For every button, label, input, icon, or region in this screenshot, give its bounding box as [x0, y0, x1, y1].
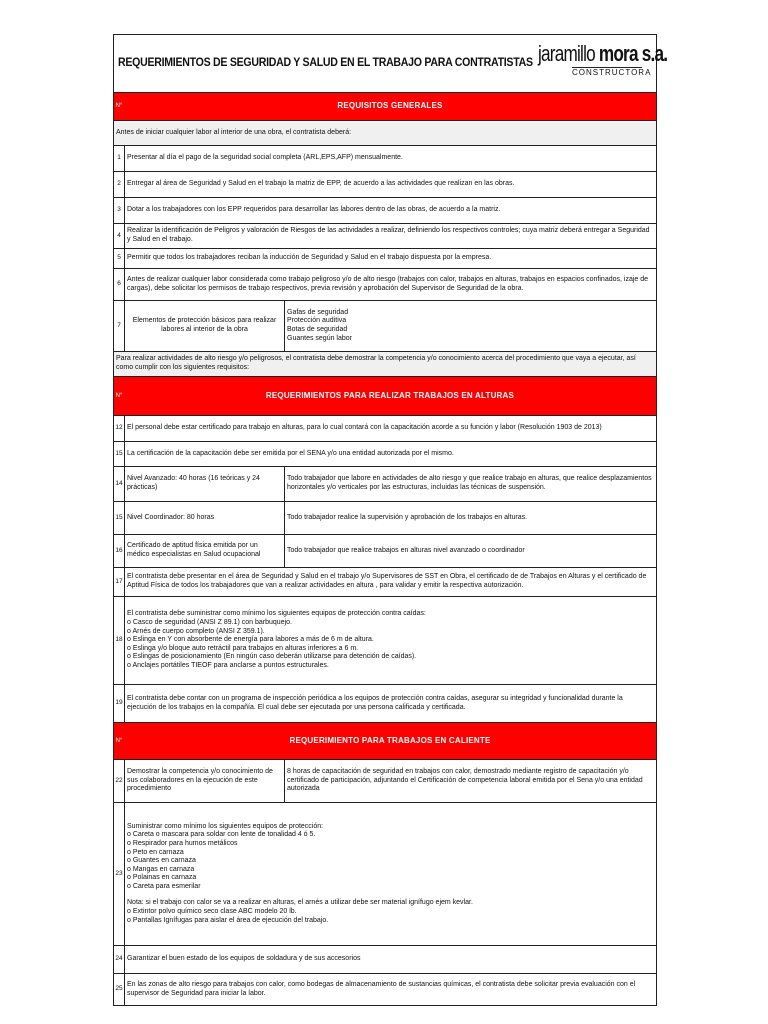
table-row [114, 760, 656, 803]
table-row [114, 442, 656, 467]
table-row [114, 502, 656, 535]
row-text: El contratista debe contar con un programa de inspección periódica a los equipos de protección contra caídas, asegurar su integridad y funcionalidad durante la ejecución de los trabajos en la compañía. El cual debe ser ejecutada por una persona calificada y certificada. [127, 694, 623, 711]
row-text: Dotar a los trabajadores con los EPP requeridos para desarrollar las labores dentro de las obras, de acuerdo a la matriz. [127, 206, 501, 214]
list-item: o Peto en carnaza [127, 848, 184, 856]
basic-ppe-list [285, 301, 656, 351]
table-row [114, 249, 656, 269]
table-row [114, 467, 656, 502]
row-number: 16 [114, 535, 125, 567]
list-item: o Eslinga en Y con absorbente de energía para labores a más de 6 m de altura. [127, 636, 374, 644]
logo-light-text: jaramillo [538, 41, 599, 66]
row-text: La certificación de la capacitación debe ser emitida por el SENA y/o una entidad autorizada por el mismo. [127, 449, 454, 457]
section-title: REQUERIMIENTO PARA TRABAJOS EN CALIENTE [289, 735, 491, 745]
basic-ppe-label: Elementos de protección básicos para realizar labores al interior de la obra [125, 301, 285, 351]
row-number: 6 [114, 269, 125, 300]
row-number: 25 [114, 974, 125, 1005]
list-item: o Eslinga y/o bloque auto retráctil para trabajos en alturas inferiores a 6 m. [127, 644, 359, 652]
company-logo [538, 41, 668, 77]
list-item: o Anclajes portátiles TIEOF para anclarse a puntos estructurales. [127, 661, 329, 669]
high-risk-intro-text: Para realizar actividades de alto riesgo y/o peligrosos, el contratista debe demostrar la competencia y/o conocimiento acerca del procedimiento que vaya a ejecutar, así como cumplir con los siguientes requisitos: [116, 355, 636, 371]
row-text: Realizar la identificación de Peligros y valoración de Riesgos de las actividades a realizar, definiendo los respectivos controles; cuya matriz deberá entregar a Seguridad y Salud en el trabajo. [127, 227, 650, 243]
level-description: Todo trabajador realice la supervisión y aprobación de los trabajos en alturas. [287, 513, 528, 521]
row-number: 1 [114, 146, 125, 171]
row-text: Antes de realizar cualquier labor considerada como trabajo peligroso y/o de alto riesgo (trabajos con calor, trabajos en alturas, trabajos en espacios confinados, izaje de cargas), debe solicitar los permisos de trabajo respectivos, previa revisión y aprobación del Supervisor de Seguridad de la obra. [127, 275, 649, 292]
table-row [114, 974, 656, 1005]
table-row [114, 568, 656, 597]
intro-text: Antes de iniciar cualquier labor al interior de una obra, el contratista deberá: [116, 128, 352, 136]
list-item: Guantes según labor [287, 334, 352, 342]
table-row [114, 416, 656, 442]
row-number: 2 [114, 172, 125, 197]
high-risk-intro-row [114, 352, 656, 377]
note-line: Nota: si el trabajo con calor se va a realizar en alturas, el arnés a utilizar debe ser material ignífugo ejem kevlar. [127, 899, 473, 907]
level-label: Certificado de aptitud física emitida por un médico especialistas en Salud ocupacional [125, 535, 285, 567]
table-row [114, 803, 656, 946]
row-number: 22 [114, 760, 125, 802]
list-item: Protección auditiva [287, 317, 347, 325]
level-label: Nivel Coordinador: 80 horas [125, 502, 285, 534]
list-item: o Careta para esmerilar [127, 882, 201, 890]
row-number: 5 [114, 249, 125, 268]
list-item: o Polainas en carnaza [127, 874, 197, 882]
section-title: REQUERIMIENTOS PARA REALIZAR TRABAJOS EN ALTURAS [265, 390, 515, 400]
competence-description: 8 horas de capacitación de seguridad en trabajos con calor, demostrado mediante registro de capacitación y/o certificado de participación, adjuntando el Certificación de competencia laboral emitida por el Sena y/o una entidad autorizada [287, 768, 643, 793]
level-description: Todo trabajador que realice trabajos en alturas nivel avanzado o coordinador [287, 546, 525, 554]
level-label: Nivel Avanzado: 40 horas (16 teóricas y 24 prácticas) [125, 467, 285, 501]
list-item: o Careta o mascara para soldar con lente de tonalidad 4 ó 5. [127, 831, 316, 839]
table-row [114, 172, 656, 198]
section-num-label: N° [115, 103, 123, 110]
row-number: 12 [114, 416, 125, 441]
section-title: REQUISITOS GENERALES [337, 101, 443, 111]
row-number: 23 [114, 803, 125, 945]
row-text: El contratista debe presentar en el área de Seguridad y Salud en el trabajo y/o Supervisores de SST en Obra, el certificado de de Trabajos en Alturas y el certificado de Aptitud Física de todos los trabajadores que van a realizar actividades en altura , para validar y emitir la respectiva autorización. [127, 573, 647, 589]
row-number: 4 [114, 224, 125, 248]
table-row [114, 535, 656, 568]
section-header-heights [114, 377, 656, 416]
row-number: 7 [114, 301, 125, 351]
list-item: o Respirador para humos metálicos [127, 839, 238, 847]
intro-row [114, 121, 656, 146]
table-row [114, 685, 656, 723]
logo-subtitle: CONSTRUCTORA [572, 68, 652, 77]
note-line: o Pantallas Ignífugas para aislar el área de ejecución del trabajo. [127, 916, 329, 924]
logo-bold-text: mora s.a. [598, 41, 668, 66]
row-text: El personal debe estar certificado para trabajo en alturas, para lo cual contará con la capacitación acorde a su función y labor (Resolución 1903 de 2013) [127, 424, 602, 432]
sheet-header [114, 35, 668, 93]
row-number: 24 [114, 946, 125, 973]
table-row [114, 301, 656, 352]
section-num-label: N° [115, 392, 123, 399]
list-item: Botas de seguridad [287, 326, 348, 333]
hot-work-ppe-list [125, 803, 656, 945]
section-header-hot-work [114, 723, 656, 760]
row-number: 15 [114, 442, 125, 466]
table-row [114, 198, 656, 224]
row-text: Presentar al día el pago de la seguridad social completa (ARL,EPS,AFP) mensualmente. [127, 154, 403, 162]
row-number: 15 [114, 502, 125, 534]
list-item: o Eslingas de posicionamiento (En ningún caso deberán utilizarse para detención de caídas). [127, 653, 417, 661]
list-item: o Guantes en carnaza [127, 857, 196, 865]
list-item: El contratista debe suministrar como mínimo los siguientes equipos de protección contra caídas: [127, 610, 426, 618]
section-num-label: N° [115, 737, 123, 744]
row-number: 17 [114, 568, 125, 596]
list-item: Suministrar como mínimo los siguientes equipos de protección: [127, 822, 324, 830]
table-row [114, 946, 656, 974]
list-item: o Casco de seguridad (ANSI Z 89.1) con barbuquejo. [127, 619, 292, 627]
list-item: o Mangas en carnaza [127, 865, 195, 873]
row-text: Garantizar el buen estado de los equipos de soldadura y de sus accesorios [127, 955, 361, 963]
row-text: En las zonas de alto riesgo para trabajos con calor, como bodegas de almacenamiento de sustancias químicas, el contratista debe solicitar previa evaluación con el supervisor de Seguridad para iniciar la labor. [127, 980, 636, 997]
row-text: Permitir que todos los trabajadores reciban la inducción de Seguridad y Salud en el trabajo dispuesta por la empresa. [127, 254, 492, 262]
section-header-general [114, 93, 656, 121]
row-number: 14 [114, 467, 125, 501]
table-row [114, 597, 656, 685]
page-title: REQUERIMIENTOS DE SEGURIDAD Y SALUD EN EL TRABAJO PARA CONTRATISTAS [118, 57, 533, 69]
note-line: o Extintor polvo químico seco clase ABC modelo 20 lb. [127, 908, 297, 916]
fall-protection-list [125, 597, 656, 684]
row-number: 18 [114, 597, 125, 684]
requirements-sheet [113, 34, 668, 1006]
competence-label: Demostrar la competencia y/o conocimiento de sus colaboradores en la ejecución de este procedimiento [125, 760, 285, 802]
row-number: 19 [114, 685, 125, 722]
level-description: Todo trabajador que labore en actividades de alto riesgo y que realice trabajo en alturas, que realice desplazamientos horizontales y/o verticales por las estructuras, incluidas las técnicas de suspensión. [287, 475, 652, 491]
table-row [114, 269, 656, 301]
table-row [114, 146, 656, 172]
list-item: Gafas de seguridad [287, 308, 349, 316]
row-text: Entregar al área de Seguridad y Salud en el trabajo la matriz de EPP, de acuerdo a las actividades que realizan en las obras. [127, 180, 515, 188]
list-item: o Arnés de cuerpo completo (ANSI Z 359.1). [127, 627, 265, 635]
row-number: 3 [114, 198, 125, 223]
table-row [114, 224, 656, 249]
